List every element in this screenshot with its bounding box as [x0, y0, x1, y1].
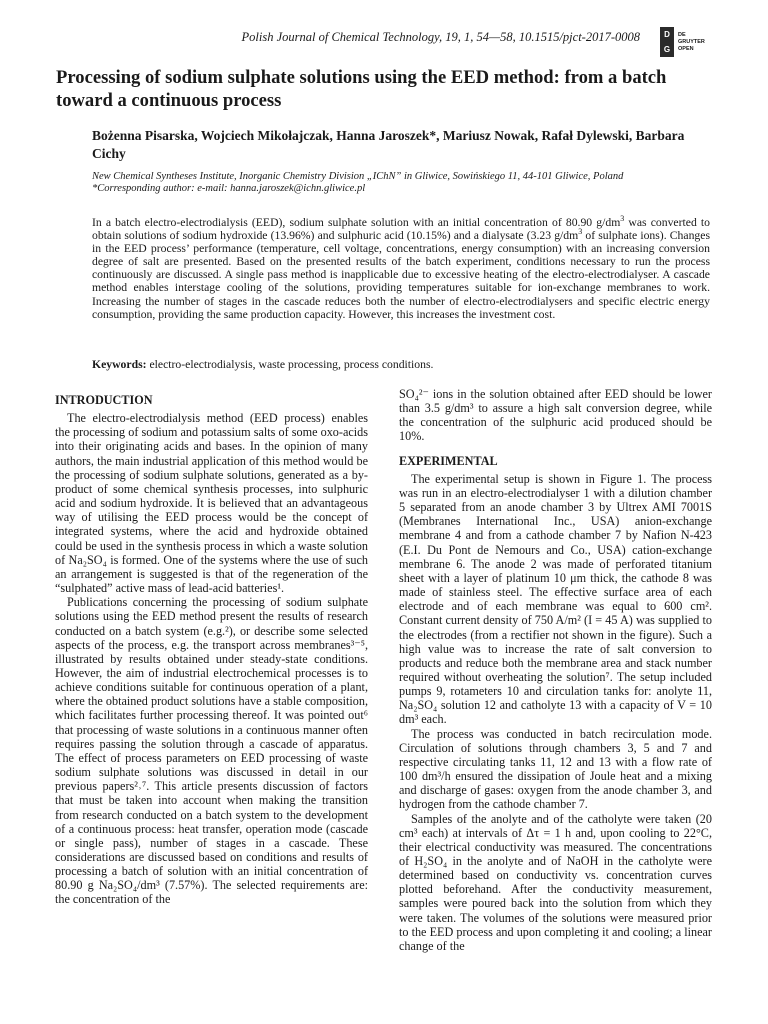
experimental-paragraph-2: The process was conducted in batch recirculation mode. Circulation of solutions through chambers 3, 5 and 7 and respective circulating tanks 11, 12 and 13 with a flow rate of 100 dm³/h ensured the dissipation of Joule heat and a mixing and discharge of gases: oxygen from the anode chamber 3, and hydrogen from the cathode chamber 7.: [399, 726, 712, 812]
logo-mark: [660, 27, 674, 57]
publisher-logo: [660, 27, 710, 57]
corresponding-author: *Corresponding author: e-mail: hanna.jaroszek@ichn.gliwice.pl: [92, 183, 366, 194]
section-heading-experimental: EXPERIMENTAL: [399, 453, 498, 468]
right-column: [399, 387, 712, 953]
keywords-text: electro-electrodialysis, waste processing, process conditions.: [146, 358, 434, 371]
paper-title: Processing of sodium sulphate solutions using the EED method: from a batch toward a continuous process: [56, 67, 667, 111]
logo-letter-g: G: [663, 45, 671, 54]
logo-text: DE GRUYTER OPEN: [678, 31, 705, 52]
author-list: Bożenna Pisarska, Wojciech Mikołajczak, Hanna Jaroszek*, Mariusz Nowak, Rafał Dylewski, Barbara Cichy: [92, 128, 685, 161]
experimental-paragraph-1: The experimental setup is shown in Figure 1. The process was run in an electro-electrodialyser 1 with a dilution chamber 5 separated from an anode chamber 3 by Ultrex AMI 7001S (Membranes International Inc., USA) anion-exchange membrane 4 and from a cathode chamber 7 by Nafion N-423 (E.I. Du Pont de Nemours and Co., USA) cation-exchange membrane 6. The anode 2 was made of perforated titanium sheet with a layer of platinum 10 μm thick, the cathode 8 was made of stainless steel. The effective surface area of each electrode and of each membrane was equal to 600 cm². Constant current density of 750 A/m² (I = 45 A) was supplied to the electrodes (from a rectifier not shown in the figure). Such a high value was to increase the rate of salt conversion to products and reduce both the membrane area and stack number required without overheating the solution⁷. The setup included pumps 9, rotameters 10 and circulation tanks for: anolyte 11, Na₂SO₄ solution 12 and catholyte 13 with a capacity of V = 10 dm³ each.: [399, 471, 712, 727]
intro-paragraph-1: The electro-electrodialysis method (EED process) enables the processing of sodium and potassium salts of some oxo-acids into their originating acids and bases. In the opinion of many authors, the main industrial application of this method would be the processing of sodium sulphate solutions, generated as a by-product of some chemical synthesis processes, into sulphuric acid and sodium hydroxide. It is believed that an advantageous way of utilising the EED process would be the concept of integrated systems, where the acid and hydroxide obtained could be used in the synthesis process in which a waste solution of Na₂SO₄ is formed. One of the systems where the use of such an arrangement is suggested is that of the regeneration of the “sulphated” active mass of lead-acid batteries¹.: [55, 411, 368, 596]
keywords-label: Keywords:: [92, 358, 147, 371]
abstract-part-2: was converted to obtain solutions of sodium hydroxide (13.96%) and sulphuric acid (10.15%) and a dialysate (3.23 g/dm: [92, 216, 710, 243]
abstract-part-3: of sulphate ions). Changes in the EED process’ performance (temperature, cell voltage, concentrations, energy consumption) with an increasing conversion degree of salt are presented. Based on the presented results of the batch experiment, conditions necessary to run the process continuously are discussed. A single pass method is inapplicable due to excessive heating of the electro-electrodialyser. A cascade method enables interstage cooling of the solutions, providing temperatures suitable for ion-exchange membranes to work. Increasing the number of stages in the cascade reduces both the number of electro-electrodialysers and specific electric energy consumption, providing the same production capacity. However, this increases the investment cost.: [92, 229, 711, 321]
affiliation-block: [92, 171, 712, 195]
intro-continuation: SO₄²⁻ ions in the solution obtained after EED should be lower than 3.5 g/dm³ to assure a high salt conversion degree, while the concentration of the sulphuric acid produced should be 10%.: [399, 387, 712, 444]
intro-paragraph-2: Publications concerning the processing of sodium sulphate solutions using the EED method present the results of research conducted on a batch system (e.g.²), or describe some selected aspects of the process, e.g. the transport across membranes³⁻⁵, illustrated by results obtained under steady-state conditions. However, the aim of industrial electrochemical processes is to achieve conditions suitable for continuous operation of a plant, where the obtained product solutions have a stable composition, which facilitates further processing thereof. It was pointed out⁶ that processing of waste solutions in a continuous manner often requires passing the solution through a cascade of apparatus. The effect of process parameters on EED processing of waste sodium sulphate solutions was discussed in detail in our previous papers²˒⁷. This article presents discussion of factors that must be taken into account when making the transition from research conducted on a batch system to the development of a continuous process: heat transfer, operation mode (cascade or single pass), number of stages in a cascade. These considerations are discussed based on conditions and results of processing a batch of solution with an initial concentration of 80.90 g Na₂SO₄/dm³ (7.57%). The selected requirements are: the concentration of the: [55, 595, 368, 907]
abstract-part-1: In a batch electro-electrodialysis (EED), sodium sulphate solution with an initial concentration of 80.90 g/dm: [92, 216, 621, 229]
superscript-3: 3: [620, 214, 625, 224]
keywords: [92, 358, 710, 371]
logo-letter-d: D: [664, 30, 670, 39]
experimental-paragraph-3: Samples of the anolyte and of the catholyte were taken (20 cm³ each) at intervals of Δτ = 1 h and, upon cooling to 22°C, their electrical conductivity was measured. The concentrations of H₂SO₄ in the anolyte and of NaOH in the catholyte were determined based on conductivity vs. concentration curves plotted beforehand. After the conductivity measurement, samples were poured back into the solution from which they were taken. The volumes of the solutions were measured prior to the EED process and upon completing it and cooling; a linear change of the: [399, 811, 712, 953]
affiliation-institute: New Chemical Syntheses Institute, Inorganic Chemistry Division „IChN” in Gliwice, Sowińskiego 11, 44-101 Gliwice, Poland: [92, 171, 624, 182]
running-header: Polish Journal of Chemical Technology, 19, 1, 54—58, 10.1515/pjct-2017-0008: [241, 30, 640, 44]
section-heading-introduction: INTRODUCTION: [55, 393, 153, 407]
superscript-3: 3: [578, 227, 583, 237]
abstract: [92, 216, 710, 321]
left-column: [55, 393, 368, 907]
